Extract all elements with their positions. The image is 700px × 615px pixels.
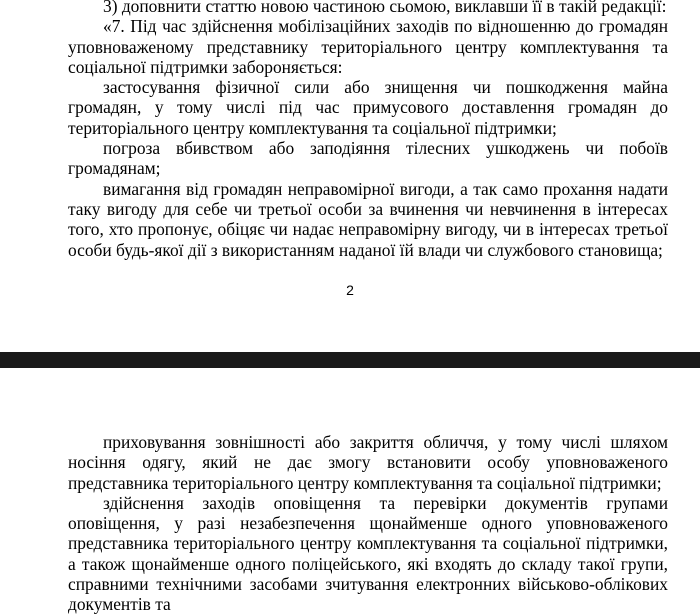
paragraph-notification-groups: здійснення заходів оповіщення та перевірки документів групами оповіщення, у разі незабезпечення щонайменше одного уповноваженого представника територіального центру комплектування та соціальної підтримки, а також щонайменше одного поліцейського, які входять до складу такої групи, справними технічними засобами зчитування електронних військово-облікових документів та [68, 492, 668, 615]
paragraph-amendment-intro: 3) доповнити статтю новою частиною сьомою, виклавши її в такій редакції: [103, 0, 667, 16]
paragraph-face-concealment: приховування зовнішності або закриття обличчя, у тому числі шляхом носіння одягу, який не дає змогу встановити особу уповноваженого представника територіального центру комплектування та соціальної підтримки; [68, 432, 668, 493]
paragraph-physical-force: застосування фізичної сили або знищення чи пошкодження майна громадян, у тому числі під час примусового доставлення громадян до територіального центру комплектування та соціальної підтримки; [68, 77, 668, 138]
page-2-text [68, 0, 668, 260]
paragraph-threats: погроза вбивством або заподіяння тілесних ушкоджень чи побоїв громадянам; [68, 138, 668, 179]
paragraph-part-seven: «7. Під час здійснення мобілізаційних заходів по відношенню до громадян уповноваженому представнику територіального центру комплектування та соціальної підтримки забороняється: [68, 16, 668, 77]
paragraph-bribery: вимагання від громадян неправомірної вигоди, а так само прохання надати таку вигоду для себе чи третьої особи за вчинення чи невчинення в інтересах того, хто пропонує, обіцяє чи надає неправомірну вигоду, чи в інтересах третьої особи будь-якої дії з використанням наданої їй влади чи службового становища; [68, 178, 668, 260]
page-number: 2 [346, 282, 354, 298]
page-3-text [68, 432, 668, 615]
page-divider [0, 352, 700, 368]
